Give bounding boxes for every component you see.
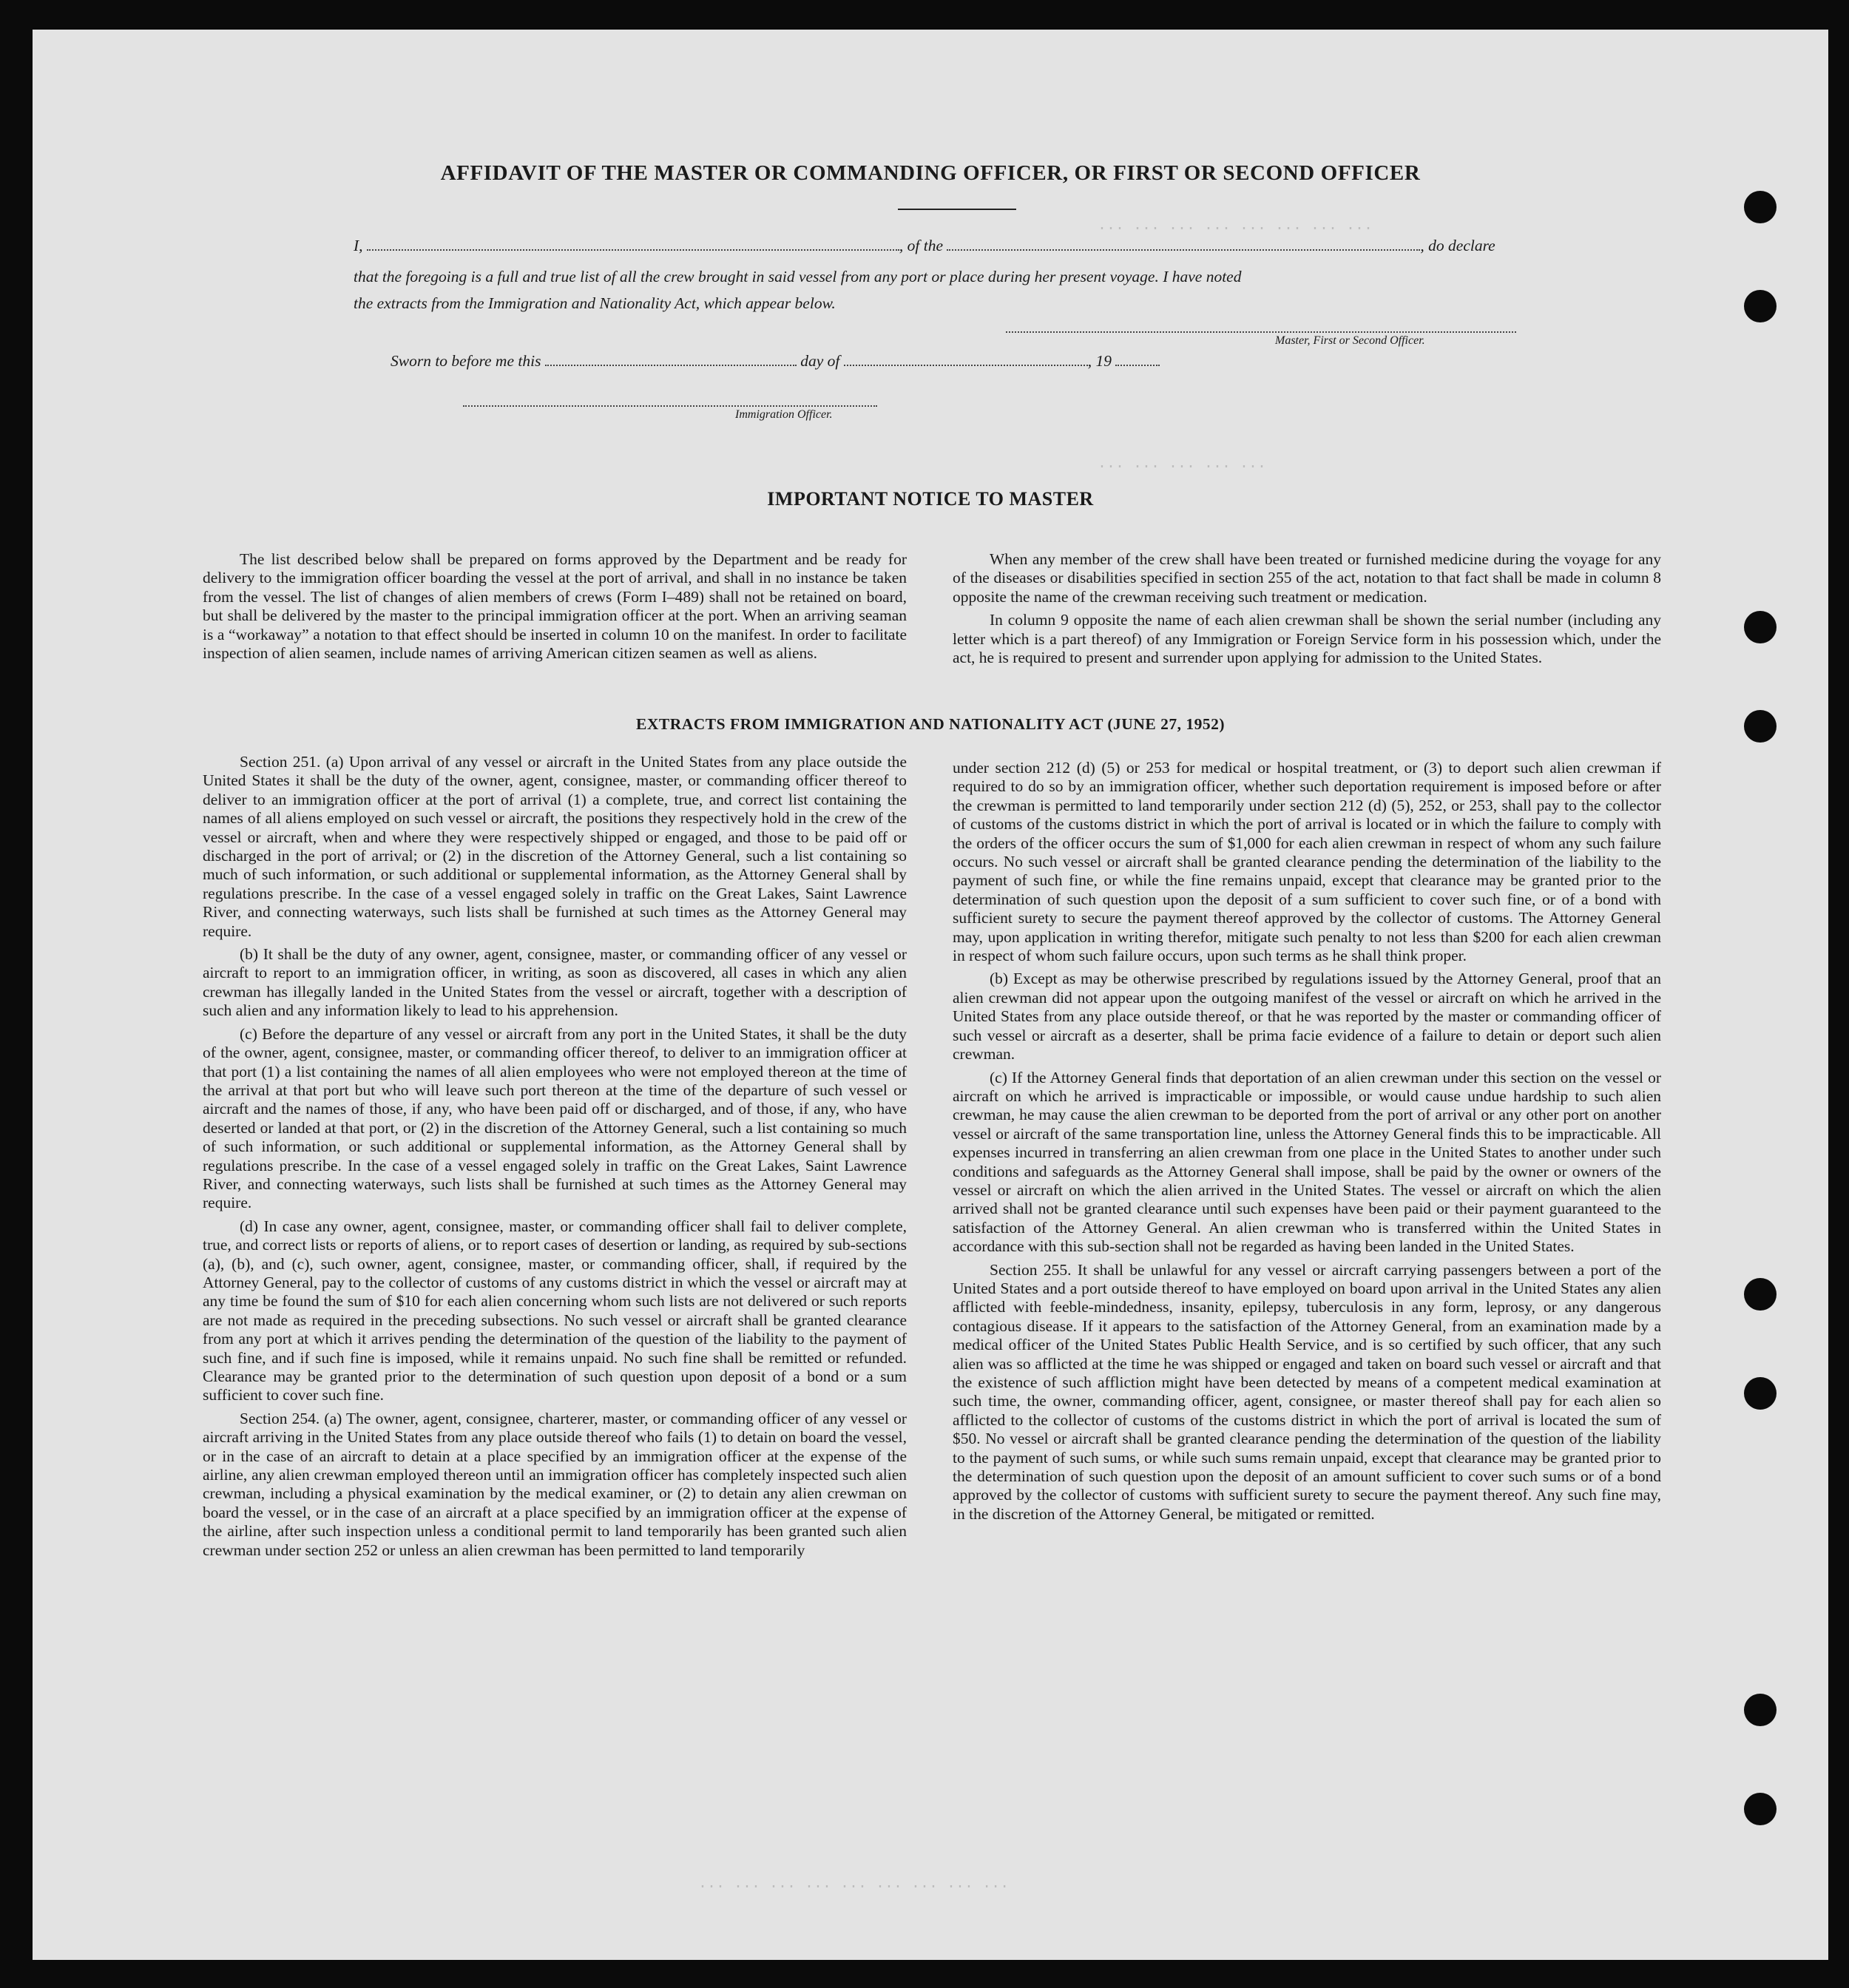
paragraph: The list described below shall be prepared on forms approved by the Department and be ready for delivery to the immigration officer boarding the vessel at the port of arrival, and shall in no instance be taken from the vessel. The list of changes of alien members of crews (Form I–489) shall not be retained on board, but shall be delivered by the master to the principal immigration officer at the port. When an arriving seaman is a “workaway” a notation to that effect should be inserted in column 10 on the manifest. In order to facilitate inspection of alien seamen, include names of arriving American citizen seamen as well as aliens. — [203, 550, 907, 663]
year-label: , 19 — [1087, 352, 1112, 370]
statement-line-2: the extracts from the Immigration and Nationality Act, which appear below. — [354, 294, 836, 312]
binder-hole — [1744, 290, 1777, 322]
master-label: Master, First or Second Officer. — [1275, 334, 1425, 347]
extracts-left-column — [203, 753, 907, 1564]
title-divider — [898, 209, 1016, 210]
extracts-heading: EXTRACTS FROM IMMIGRATION AND NATIONALITY ACT (JUNE 27, 1952) — [636, 715, 1225, 733]
bleed-through-text: ··· ··· ··· ··· ··· — [1098, 459, 1267, 476]
declare-label: , do declare — [1420, 237, 1495, 254]
binder-hole — [1744, 1278, 1777, 1311]
of-the-label: , of the — [899, 237, 944, 254]
binder-hole — [1744, 191, 1777, 223]
sworn-label: Sworn to before me this — [391, 352, 541, 370]
document-page — [33, 30, 1828, 1960]
day-field[interactable] — [545, 365, 797, 366]
paragraph: (c) Before the departure of any vessel or aircraft from any port in the United States, it shall be the duty of the owner, agent, consignee, master, or commanding officer thereof, to deliver to an immigration officer at that port (1) a list containing the names of all alien employees who were not employed thereon at the time of the arrival at that port but who will leave such port thereon at the time of the departure of such vessel or aircraft and the names of those, if any, who have been paid off or discharged, and of those, if any, who have deserted or landed at that port, or (2) in the discretion of the Attorney General, such a list containing so much of such information, or such additional or supplemental information, as the Attorney General shall by regulations prescribe. In the case of a vessel engaged solely in traffic on the Great Lakes, Saint Lawrence River, and connecting waterways, such lists shall be furnished at such times as the Attorney General may require. — [203, 1024, 907, 1212]
extracts-right-column — [953, 759, 1661, 1528]
paragraph: (c) If the Attorney General finds that deportation of an alien crewman under this section on the vessel or aircraft on which he arrived is impracticable or impossible, or would cause undue hardship to such alien crewman, he may cause the alien crewman to be deported from the port of arrival or any other port on another vessel or aircraft of the same transportation line, unless the Attorney General finds this to be impracticable. All expenses incurred in transferring an alien crewman from one place in the United States to another under such conditions and safeguards as the Attorney General shall impose, shall be paid by the owner or owners of the vessel or aircraft on which the alien arrived in the United States. The vessel or aircraft on which the alien arrived shall not be granted clearance until such expenses have been paid or their payment guaranteed to the satisfaction of the Attorney General. An alien crewman who is transferred within the United States in accordance with this sub-section shall not be regarded as having been landed in the United States. — [953, 1068, 1661, 1256]
paragraph: When any member of the crew shall have been treated or furnished medicine during the voyage for any of the diseases or disabilities specified in section 255 of the act, notation to that fact shall be made in column 8 opposite the name of the crewman receiving such treatment or medication. — [953, 550, 1661, 606]
bleed-through-text: ··· ··· ··· ··· ··· ··· ··· ··· — [1098, 220, 1373, 237]
sworn-line — [391, 352, 1160, 371]
paragraph: (b) Except as may be otherwise prescribed by regulations issued by the Attorney General, proof that an alien crewman did not appear upon the outgoing manifest of the vessel or aircraft on which he arrived in the United States from any place outside thereof, or that he was reported by the master or commanding officer of such vessel or aircraft as a deserter, shall be prima facie evidence of a failure to detain or deport such alien crewman. — [953, 970, 1661, 1064]
notice-left-column — [203, 550, 907, 667]
binder-hole — [1744, 611, 1777, 643]
paragraph: In column 9 opposite the name of each alien crewman shall be shown the serial number (including any letter which is a part thereof) of any Immigration or Foreign Service form in his possession which, under the act, he is required to present and surrender upon applying for admission to the United States. — [953, 611, 1661, 667]
paragraph: (d) In case any owner, agent, consignee, master, or commanding officer shall fail to deliver complete, true, and correct lists or reports of aliens, or to report cases of desertion or landing, as required by sub-sections (a), (b), and (c), such owner, agent, consignee, master, or commanding officer, shall, if required by the Attorney General, pay to the collector of customs of any customs district in which the vessel or aircraft may at any time be found the sum of $10 for each alien concerning whom such lists are not delivered or such reports are not made as required in the preceding subsections. No such vessel or aircraft shall be granted clearance from any port at which it arrives pending the determination of the question of the liability to the payment of such fine, and if such fine is imposed, while it remains unpaid. No such fine shall be remitted or refunded. Clearance may be granted prior to the determination of such question upon deposit of a bond or a sum sufficient to cover such fine. — [203, 1217, 907, 1404]
affidavit-title: AFFIDAVIT OF THE MASTER OR COMMANDING OFFICER, OR FIRST OR SECOND OFFICER — [440, 161, 1421, 185]
statement-line-1: that the foregoing is a full and true list of all the crew brought in said vessel from any port or place during her present voyage. I have noted — [354, 268, 1242, 285]
binder-hole — [1744, 1694, 1777, 1726]
officer-label: Immigration Officer. — [735, 408, 833, 421]
binder-hole — [1744, 1793, 1777, 1825]
year-field[interactable] — [1115, 365, 1160, 366]
paragraph: (b) It shall be the duty of any owner, agent, consignee, master, or commanding officer of any vessel or aircraft to report to an immigration officer, in writing, as soon as discovered, all cases in which any alien crewman has illegally landed in the United States from the vessel or aircraft, together with a description of such alien and any information likely to lead to his apprehension. — [203, 945, 907, 1020]
binder-hole — [1744, 1377, 1777, 1410]
paragraph: under section 212 (d) (5) or 253 for medical or hospital treatment, or (3) to deport such alien crewman if required to do so by an immigration officer, whether such deportation requirement is imposed before or after the crewman is permitted to land temporarily under section 212 (d) (5), 252, or 253, shall pay to the collector of customs of the customs district in which the port of arrival is located or in which the failure to comply with the orders of the officer occurs the sum of $1,000 for each alien crewman in respect of whom any such failure occurs. No such vessel or aircraft shall be granted clearance pending the determination of the liability to the payment of such fine, or while the fine remains unpaid, except that clearance may be granted prior to the determination of such question upon the deposit of a sum sufficient to cover such fine, or of a bond with sufficient surety to secure the payment thereof approved by the collector of customs. The Attorney General may, upon application in writing therefor, mitigate such penalty to not less than $200 for each alien crewman in respect of whom such failure occurs, upon such terms as he shall think proper. — [953, 759, 1661, 965]
notice-right-column — [953, 550, 1661, 672]
paragraph: Section 254. (a) The owner, agent, consignee, charterer, master, or commanding officer of any vessel or aircraft arriving in the United States from any place outside thereof who fails (1) to detain on board the vessel, or in the case of an aircraft to detain at a place specified by an immigration officer at the expense of the airline, any alien crewman employed thereon until an immigration officer has completely inspected such alien crewman, including a physical examination by the medical examiner, or (2) to detain any alien crewman on board the vessel, or in the case of an aircraft at a place specified by an immigration officer at the expense of the airline, after such inspection unless a conditional permit to land temporarily has been granted such alien crewman under section 252 or unless an alien crewman has been permitted to land temporarily — [203, 1409, 907, 1559]
vessel-field[interactable] — [947, 249, 1420, 251]
month-field[interactable] — [844, 365, 1088, 366]
master-signature-field[interactable] — [1006, 331, 1516, 333]
notice-heading: IMPORTANT NOTICE TO MASTER — [767, 488, 1094, 510]
day-of-label: day of — [800, 352, 840, 370]
i-label: I, — [354, 237, 363, 254]
name-field[interactable] — [367, 249, 899, 251]
declaration-line — [354, 237, 1495, 255]
bleed-through-text: ··· ··· ··· ··· ··· ··· ··· ··· ··· — [698, 1879, 1010, 1896]
paragraph: Section 251. (a) Upon arrival of any vessel or aircraft in the United States from any place outside the United States it shall be the duty of the owner, agent, consignee, master, or commanding officer thereof to deliver to an immigration officer at the port of arrival (1) a complete, true, and correct list containing the names of all aliens employed on such vessel or aircraft, the positions they respectively hold in the crew of the vessel or aircraft, when and where they were respectively shipped or engaged, and those to be paid off or discharged in the port of arrival; or (2) in the discretion of the Attorney General, such a list containing so much of such information, or such additional or supplemental information, as the Attorney General shall by regulations prescribe. In the case of a vessel engaged solely in traffic on the Great Lakes, Saint Lawrence River, and connecting waterways, such lists shall be furnished at such times as the Attorney General may require. — [203, 753, 907, 940]
officer-signature-field[interactable] — [463, 405, 877, 407]
paragraph: Section 255. It shall be unlawful for any vessel or aircraft carrying passengers between a port of the United States and a port outside thereof to have employed on board upon arrival in the United States any alien afflicted with feeble-mindedness, insanity, epilepsy, tuberculosis in any form, leprosy, or any dangerous contagious disease. If it appears to the satisfaction of the Attorney General, from an examination made by a medical officer of the United States Public Health Service, and is so certified by such officer, that any such alien was so afflicted at the time he was shipped or engaged and taken on board such vessel or aircraft and that the existence of such affliction might have been detected by means of a competent medical examination at such time, the owner, commanding officer, agent, consignee, or master thereof shall pay for each alien so afflicted to the collector of customs of the customs district in which the port of arrival is located the sum of $50. No vessel or aircraft shall be granted clearance pending the determination of the question of the liability to the payment of such sums, or while such sums remain unpaid, except that clearance may be granted prior to the determination of such question upon the deposit of an amount sufficient to cover such sums or of a bond approved by the collector of customs with sufficient surety to secure the payment thereof. Any such fine may, in the discretion of the Attorney General, be mitigated or remitted. — [953, 1260, 1661, 1523]
